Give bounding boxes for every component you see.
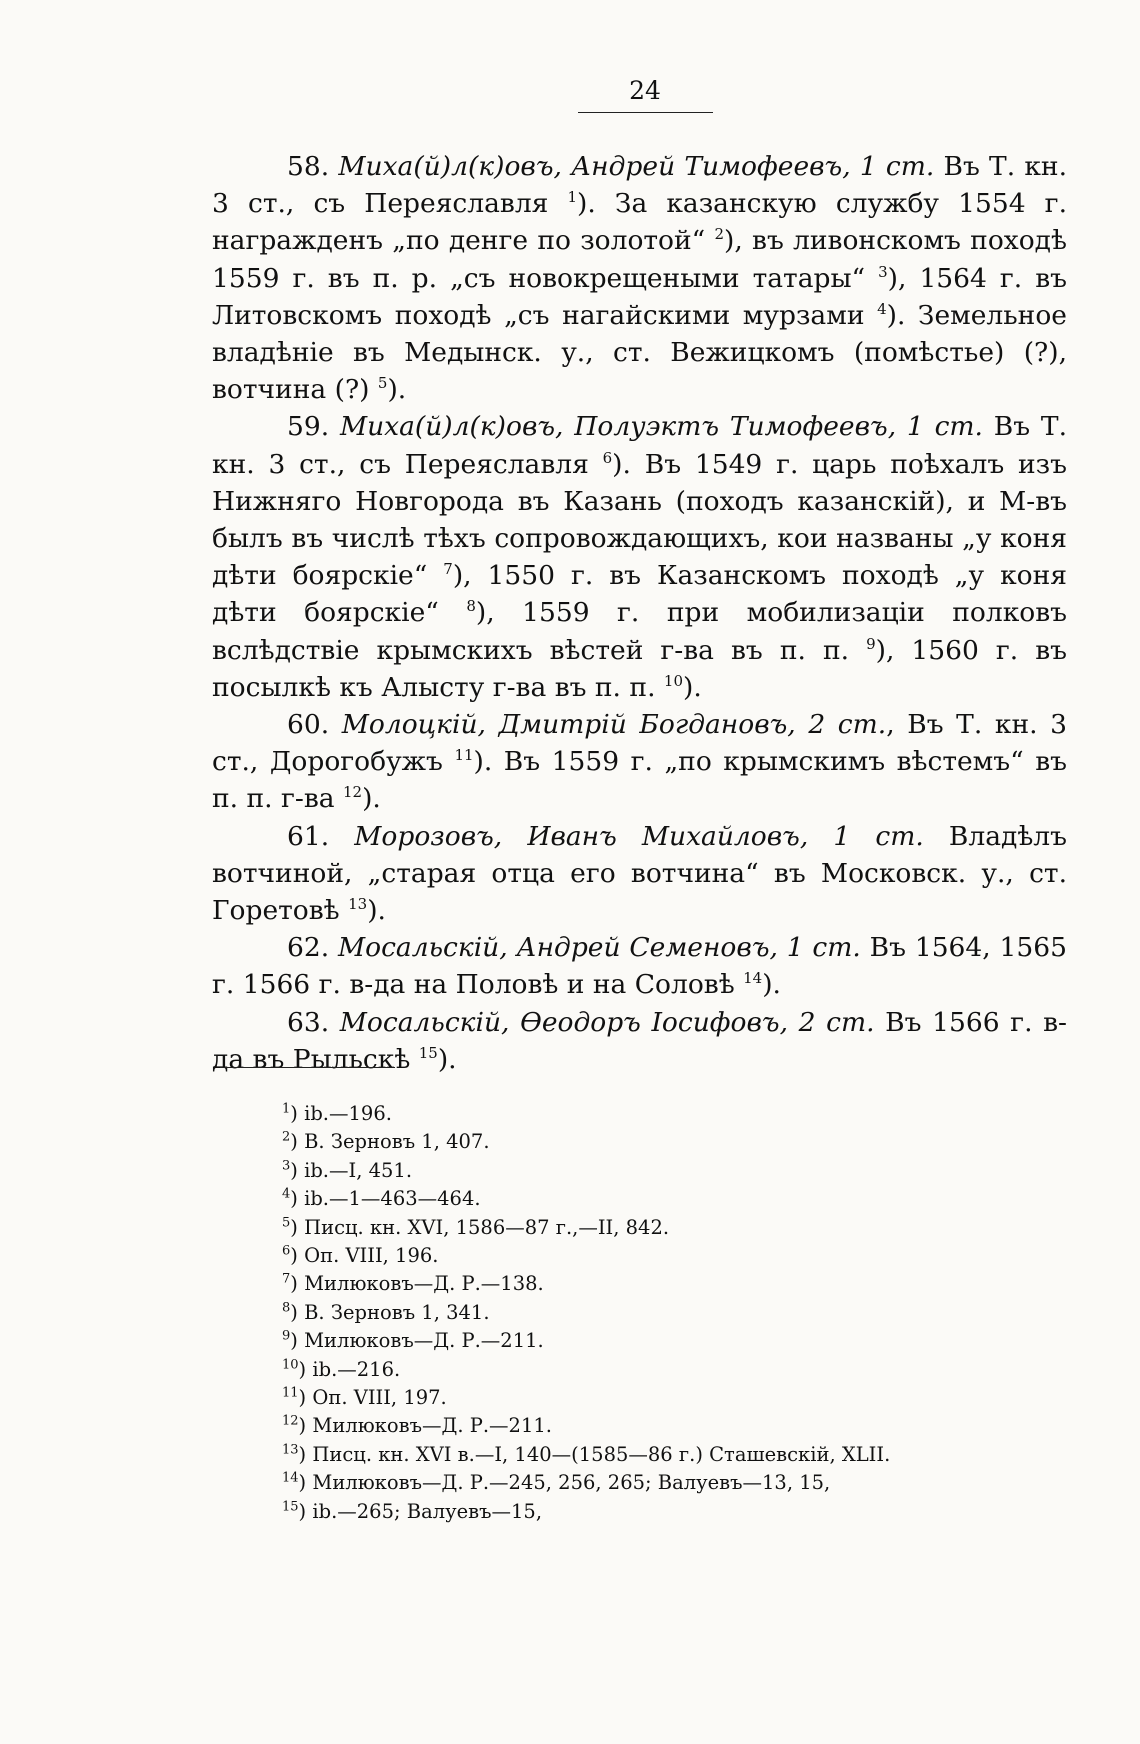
footnote-ref: 13 bbox=[348, 895, 368, 914]
footnote-text: ) Писц. кн. XVI, 1586—87 г.,—II, 842. bbox=[290, 1215, 670, 1239]
footnote-ref: 10 bbox=[663, 672, 684, 691]
footnote-number: 13 bbox=[282, 1442, 299, 1458]
footnote bbox=[282, 1242, 1042, 1270]
footnote-ref: 4 bbox=[877, 299, 887, 318]
footnote bbox=[282, 1270, 1042, 1298]
entries-body bbox=[212, 148, 1067, 1078]
footnote-text: ) В. Зерновъ 1, 341. bbox=[290, 1300, 490, 1324]
footnote-number: 7 bbox=[282, 1271, 291, 1287]
entry-number: 60. bbox=[287, 709, 330, 741]
page-number: 24 bbox=[629, 76, 661, 105]
entry-61: 61. Морозовъ, Иванъ Михайловъ, 1 ст. Владѣлъ вотчиной, „старая отца его вотчина“ въ Московск. у., ст. Горетовѣ $^{13}$). bbox=[212, 820, 1067, 927]
entry-60: 60. Молоцкій, Дмитрій Богдановъ, 2 ст., Въ Т. кн. 3 ст., Дорогобужъ $^{11}$). Въ 1559 г. „по крымскимъ вѣстемъ“ въ п. п. г-ва $^{12}$). bbox=[212, 709, 1067, 815]
footnote-text: ) Милюковъ—Д. Р.—245, 256, 265; Валуевъ—13, 15, bbox=[298, 1471, 831, 1495]
footnote bbox=[282, 1412, 1042, 1440]
footnote-ref: 3 bbox=[878, 262, 888, 281]
footnote-text: ) ib.—I, 451. bbox=[290, 1158, 413, 1182]
entry-name: Морозовъ, Иванъ Михайловъ, 1 ст. bbox=[354, 820, 924, 852]
footnote-number: 1 bbox=[282, 1101, 291, 1117]
footnote bbox=[282, 1441, 1042, 1469]
footnote bbox=[282, 1299, 1042, 1327]
footnote bbox=[282, 1128, 1042, 1156]
footnotes-list bbox=[282, 1100, 1042, 1526]
footnote-number: 10 bbox=[282, 1357, 299, 1373]
entry-number: 59. bbox=[287, 411, 330, 443]
footnote bbox=[282, 1498, 1042, 1526]
entry-number: 62. bbox=[287, 932, 330, 964]
footnote bbox=[282, 1469, 1042, 1497]
footnote bbox=[282, 1384, 1042, 1412]
footnote bbox=[282, 1327, 1042, 1355]
entry-number: 63. bbox=[287, 1006, 330, 1038]
footnote-number: 4 bbox=[282, 1186, 291, 1202]
entry-number: 58. bbox=[287, 151, 330, 182]
entry-59: 59. Миха(й)л(к)овъ, Полуэктъ Тимофеевъ, 1 ст. Въ Т. кн. 3 ст., съ Переяславля $^6$). Въ 1549 г. царь поѣхалъ изъ Нижняго Новгорода въ Казань (походъ казанскій), и М-въ былъ въ числѣ тѣхъ сопровождающихъ, кои названы „у коня дѣти боярскіе“ $^7$), 1550 г. въ Казанскомъ походѣ „у коня дѣти боярскіе“ $^8$), 1559 г. при мобилизаціи полковъ вслѣдствіе крымскихъ вѣстей г-ва въ п. п. $^9$), 1560 г. въ посылкѣ къ Алысту г-ва въ п. п. $^{10}$). bbox=[212, 411, 1067, 703]
entry-name: Мосальскій, Өеодоръ Іосифовъ, 2 ст. bbox=[339, 1006, 875, 1038]
footnote-number: 8 bbox=[282, 1300, 291, 1316]
page-number-rule bbox=[578, 112, 713, 113]
footnote-text: ) ib.—1—463—464. bbox=[290, 1187, 481, 1211]
entry-number: 61. bbox=[287, 820, 330, 852]
footnote-text: ) ib.—196. bbox=[290, 1102, 392, 1125]
footnote-number: 3 bbox=[282, 1158, 291, 1174]
entry-63: 63. Мосальскій, Өеодоръ Іосифовъ, 2 ст. Въ 1566 г. в-да въ Рыльскѣ $^{15}$). bbox=[212, 1006, 1067, 1075]
entry-name: Мосальскій, Андрей Семеновъ, 1 ст. bbox=[338, 932, 861, 964]
footnote-text: ) Милюковъ—Д. Р.—138. bbox=[290, 1272, 544, 1296]
footnote-number: 2 bbox=[282, 1129, 291, 1145]
footnote-text: ) Милюковъ—Д. Р.—211. bbox=[290, 1329, 544, 1353]
footnote-ref: 1 bbox=[567, 188, 578, 207]
entry-name: Молоцкій, Дмитрій Богдановъ, 2 ст. bbox=[341, 709, 887, 741]
footnote bbox=[282, 1100, 1042, 1128]
footnote-number: 15 bbox=[282, 1499, 299, 1515]
footnote-ref: 9 bbox=[866, 634, 876, 653]
entry-62: 62. Мосальскій, Андрей Семеновъ, 1 ст. Въ 1564, 1565 г. 1566 г. в-да на Половѣ и на Соловѣ $^{14}$). bbox=[212, 932, 1067, 1001]
footnote-text: ) Оп. VIII, 196. bbox=[290, 1244, 439, 1268]
footnote-separator bbox=[220, 1067, 395, 1068]
footnote-text: ) Оп. VIII, 197. bbox=[298, 1386, 447, 1410]
footnote-number: 5 bbox=[282, 1215, 291, 1231]
entry-58: 58. Миха(й)л(к)овъ, Андрей Тимофеевъ, 1 ст. Въ Т. кн. 3 ст., съ Переяславля $^1$). За казанскую службу 1554 г. награжденъ „по денге по золотой“ $^2$), въ ливонскомъ походѣ 1559 г. въ п. р. „съ новокрещеными татары“ $^3$), 1564 г. въ Литовскомъ походѣ „съ нагайскими мурзами $^4$). Земельное владѣніе въ Медынск. у., ст. Вежицкомъ (помѣстье) (?), вотчина (?) $^5$). bbox=[212, 151, 1068, 406]
footnote bbox=[282, 1185, 1042, 1213]
footnote-text: ) Милюковъ—Д. Р.—211. bbox=[298, 1414, 552, 1438]
footnote-ref: 7 bbox=[443, 560, 453, 579]
footnote-number: 6 bbox=[282, 1243, 291, 1259]
footnote bbox=[282, 1214, 1042, 1242]
footnote-number: 14 bbox=[282, 1470, 299, 1486]
footnote-ref: 2 bbox=[714, 225, 725, 244]
footnote-text: ) ib.—216. bbox=[298, 1357, 401, 1381]
footnote-ref: 5 bbox=[377, 374, 388, 393]
footnote-ref: 12 bbox=[343, 783, 363, 802]
footnote-ref: 14 bbox=[743, 969, 763, 988]
footnote-ref: 15 bbox=[418, 1044, 438, 1063]
footnote-ref: 6 bbox=[602, 448, 613, 467]
footnote-ref: 11 bbox=[454, 746, 474, 765]
footnote bbox=[282, 1157, 1042, 1185]
entry-name: Миха(й)л(к)овъ, Полуэктъ Тимофеевъ, 1 ст. bbox=[339, 411, 983, 443]
footnote-text: ) Писц. кн. XVI в.—I, 140—(1585—86 г.) Сташевскій, XLII. bbox=[298, 1442, 891, 1466]
footnote bbox=[282, 1356, 1042, 1384]
footnote-text: ) ib.—265; Валуевъ—15, bbox=[298, 1499, 543, 1523]
footnote-number: 12 bbox=[282, 1413, 299, 1429]
footnote-number: 9 bbox=[282, 1328, 291, 1344]
footnote-ref: 8 bbox=[466, 597, 476, 616]
entry-name: Миха(й)л(к)овъ, Андрей Тимофеевъ, 1 ст. bbox=[338, 151, 935, 182]
footnote-number: 11 bbox=[282, 1385, 299, 1401]
footnote-text: ) В. Зерновъ 1, 407. bbox=[290, 1130, 490, 1154]
